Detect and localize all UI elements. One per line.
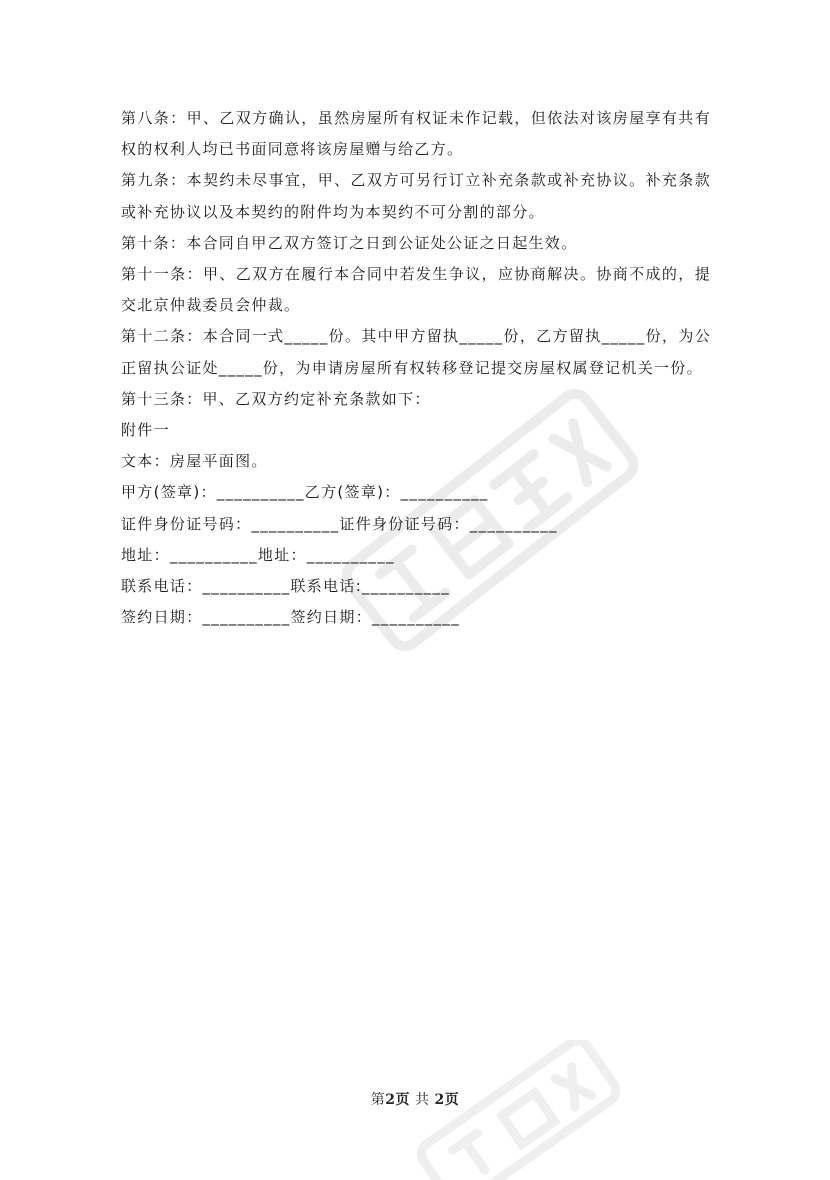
clause-12: 第十二条：本合同一式_____份。其中甲方留执_____份，乙方留执_____份，为公正留执公证处_____份，为申请房屋所有权转移登记提交房屋权属登记机关一份。 bbox=[121, 327, 711, 377]
attachment-title: 附件一 bbox=[121, 421, 170, 440]
phone-line: 联系电话：__________联系电话:__________ bbox=[121, 577, 451, 596]
attachment-text: 文本：房屋平面图。 bbox=[121, 452, 268, 471]
clause-10: 第十条：本合同自甲乙双方签订之日到公证处公证之日起生效。 bbox=[121, 233, 578, 252]
page-footer bbox=[0, 1089, 830, 1109]
page-prefix: 第 bbox=[370, 1092, 386, 1108]
total-unit: 页 bbox=[444, 1092, 460, 1108]
id-number-line: 证件身份证号码：__________证件身份证号码：__________ bbox=[121, 514, 558, 533]
total-prefix: 共 bbox=[415, 1092, 430, 1108]
page-unit: 页 bbox=[395, 1092, 411, 1108]
watermark-fragment bbox=[380, 1040, 640, 1180]
clause-8: 第八条：甲、乙双方确认，虽然房屋所有权证未作记载，但依法对该房屋享有共有权的权利人均已书面同意将该房屋赠与给乙方。 bbox=[121, 109, 711, 159]
signature-line: 甲方(签章)：__________乙方(签章)：__________ bbox=[121, 483, 489, 502]
clause-11: 第十一条：甲、乙双方在履行本合同中若发生争议，应协商解决。协商不成的，提交北京仲裁委员会仲裁。 bbox=[121, 265, 711, 315]
sign-date-line: 签约日期：__________签约日期：__________ bbox=[121, 608, 461, 627]
clause-9: 第九条：本契约未尽事宜，甲、乙双方可另行订立补充条款或补充协议。补充条款或补充协议以及本契约的附件均为本契约不可分割的部分。 bbox=[121, 171, 711, 221]
total-number: 2 bbox=[434, 1092, 445, 1108]
clause-13: 第十三条：甲、乙双方约定补充条款如下： bbox=[121, 389, 431, 408]
address-line: 地址：__________地址：__________ bbox=[121, 545, 395, 564]
document-body bbox=[121, 103, 711, 633]
page-number: 2 bbox=[385, 1092, 396, 1108]
